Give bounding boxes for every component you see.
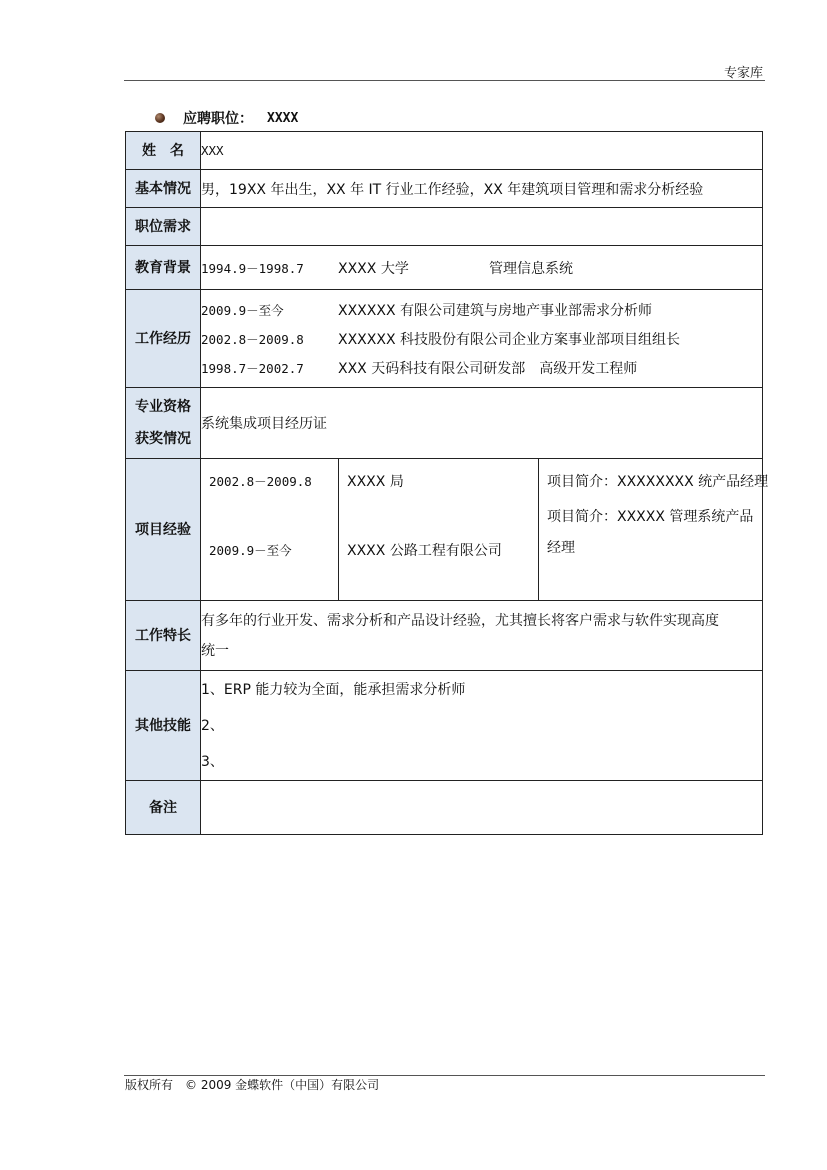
qualification-label bbox=[126, 388, 201, 459]
skill-item: 1、ERP 能力较为全面，能承担需求分析师 bbox=[201, 681, 466, 698]
skill-item: 3、 bbox=[201, 753, 224, 770]
work-period: 2002.8－2009.8 bbox=[201, 331, 304, 347]
work-history-value bbox=[201, 290, 763, 388]
work-period: 1998.7－2002.7 bbox=[201, 360, 304, 376]
education-value bbox=[201, 246, 763, 290]
project-period: 2009.9－至今 bbox=[209, 543, 292, 558]
header-library-label: 专家库 bbox=[723, 66, 763, 81]
project-period: 2002.8－2009.8 bbox=[209, 474, 312, 489]
name-label: 姓 名 bbox=[126, 132, 201, 170]
basic-value: 男，19XX 年出生，XX 年 IT 行业工作经验，XX 年建筑项目管理和需求分析经验 bbox=[201, 170, 763, 208]
projects-label: 项目经验 bbox=[126, 459, 201, 601]
applied-position bbox=[155, 108, 298, 128]
work-period: 2009.9－至今 bbox=[201, 302, 284, 318]
row-other-skills bbox=[126, 671, 763, 781]
strengths-label: 工作特长 bbox=[126, 601, 201, 671]
row-name bbox=[126, 132, 763, 170]
education-label: 教育背景 bbox=[126, 246, 201, 290]
work-detail: XXX 天码科技有限公司研发部 高级开发工程师 bbox=[338, 360, 638, 377]
position-value: XXXX bbox=[267, 110, 299, 126]
strengths-line: 统一 bbox=[201, 642, 229, 659]
position-label: 应聘职位： bbox=[183, 111, 253, 127]
row-strengths bbox=[126, 601, 763, 671]
work-history-label: 工作经历 bbox=[126, 290, 201, 388]
project-periods bbox=[201, 459, 339, 600]
basic-label: 基本情况 bbox=[126, 170, 201, 208]
project-intro: 项目简介：XXXXXXXX 统产品经理 bbox=[547, 474, 769, 490]
work-detail: XXXXXX 科技股份有限公司企业方案事业部项目组组长 bbox=[338, 331, 680, 348]
remarks-value bbox=[201, 781, 763, 835]
other-skills-label: 其他技能 bbox=[126, 671, 201, 781]
bullet-icon bbox=[155, 113, 165, 123]
row-projects bbox=[126, 459, 763, 601]
education-school: XXXX 大学 bbox=[338, 260, 409, 277]
row-basic bbox=[126, 170, 763, 208]
row-remarks bbox=[126, 781, 763, 835]
projects-value bbox=[201, 459, 769, 601]
job-requirement-label: 职位需求 bbox=[126, 208, 201, 246]
remarks-label: 备注 bbox=[126, 781, 201, 835]
qualification-label-line1: 专业资格 bbox=[135, 399, 191, 415]
education-major: 管理信息系统 bbox=[489, 260, 573, 277]
name-value: XXX bbox=[201, 132, 763, 170]
work-detail: XXXXXX 有限公司建筑与房地产事业部需求分析师 bbox=[338, 302, 652, 319]
qualification-value: 系统集成项目经历证 bbox=[201, 388, 763, 459]
project-intro-continued: 经理 bbox=[547, 540, 575, 556]
strengths-line: 有多年的行业开发、需求分析和产品设计经验，尤其擅长将客户需求与软件实现高度 bbox=[201, 612, 719, 629]
work-item bbox=[201, 353, 762, 382]
resume-table bbox=[125, 131, 769, 835]
row-job-requirement bbox=[126, 208, 763, 246]
work-item bbox=[201, 324, 762, 353]
header-divider bbox=[124, 80, 765, 81]
strengths-value bbox=[201, 601, 763, 671]
project-intro: 项目简介：XXXXX 管理系统产品 bbox=[547, 509, 754, 525]
other-skills-value bbox=[201, 671, 763, 781]
skill-item: 2、 bbox=[201, 717, 224, 734]
project-intros bbox=[539, 459, 769, 600]
job-requirement-value bbox=[201, 208, 763, 246]
project-org: XXXX 局 bbox=[347, 474, 404, 490]
row-qualification bbox=[126, 388, 763, 459]
row-education bbox=[126, 246, 763, 290]
row-work-history bbox=[126, 290, 763, 388]
work-item bbox=[201, 295, 762, 324]
education-period: 1994.9－1998.7 bbox=[201, 260, 304, 276]
footer-copyright: 版权所有 © 2009 金蝶软件（中国）有限公司 bbox=[125, 1078, 380, 1092]
project-orgs bbox=[339, 459, 539, 600]
qualification-label-line2: 获奖情况 bbox=[135, 431, 191, 447]
project-org: XXXX 公路工程有限公司 bbox=[347, 543, 502, 559]
